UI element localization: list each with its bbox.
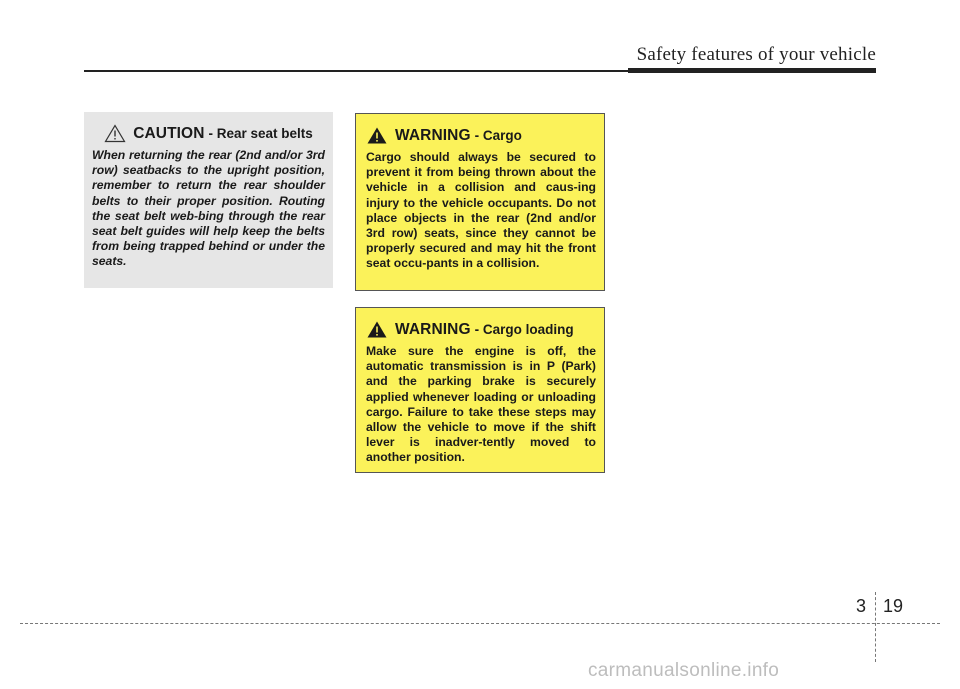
warning-loading-body: Make sure the engine is off, the automatic transmission is in P (Park) and the parking brake is securely applied whenever loading or unloading cargo. Failure to take these steps may allow the vehicle to move if the shift lever is inadver-tently moved to another position. xyxy=(366,344,596,465)
caution-body: When returning the rear (2nd and/or 3rd row) seatbacks to the upright position, remember to return the rear shoulder belts to their proper position. Routing the seat belt web-bing through the rear seat belt guides will help keep the belts from being trapped behind or under the seats. xyxy=(92,148,325,269)
page-header-title: Safety features of your vehicle xyxy=(636,44,876,65)
header-rule-accent xyxy=(628,68,876,73)
warning-loading-heading xyxy=(366,320,596,339)
caution-label: CAUTION xyxy=(133,124,205,142)
caution-subtitle: - Rear seat belts xyxy=(208,126,313,141)
caution-outline-triangle-icon xyxy=(104,124,126,143)
caution-heading xyxy=(92,124,325,143)
caution-box xyxy=(84,112,333,288)
chapter-number: 3 xyxy=(856,596,867,616)
warning-filled-triangle-icon xyxy=(366,126,388,145)
warning-cargo-loading-box xyxy=(355,307,605,473)
warning-filled-triangle-icon xyxy=(366,320,388,339)
warning-cargo-subtitle: - Cargo xyxy=(474,128,522,143)
warning-cargo-heading xyxy=(366,126,596,145)
warning-cargo-label: WARNING xyxy=(395,126,471,144)
watermark: carmanualsonline.info xyxy=(588,660,780,681)
warning-loading-label: WARNING xyxy=(395,320,471,338)
footer-rule xyxy=(20,623,940,624)
warning-cargo-box xyxy=(355,113,605,291)
warning-loading-subtitle: - Cargo loading xyxy=(474,322,574,337)
page-number: 19 xyxy=(883,596,904,616)
warning-cargo-body: Cargo should always be secured to prevent it from being thrown about the vehicle in a collision and caus-ing injury to the vehicle occupants. Do not place objects in the rear (2nd and/or 3rd row) seats, since they cannot be properly secured and may hit the front seat occu-pants in a collision. xyxy=(366,150,596,271)
footer-divider xyxy=(875,592,876,662)
